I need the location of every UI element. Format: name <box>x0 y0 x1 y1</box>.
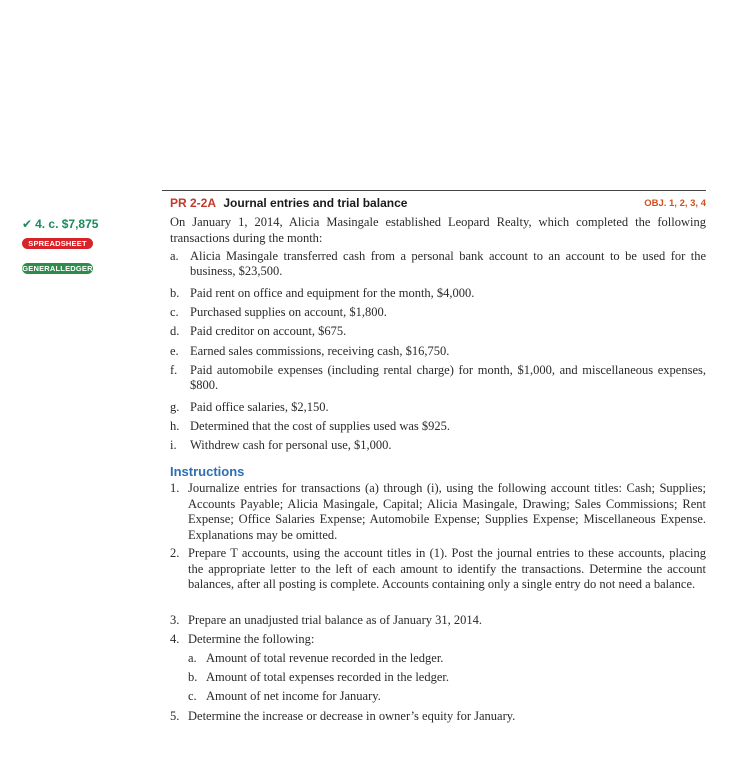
transaction-item: f. Paid automobile expenses (including rental charge) for month, $1,000, and miscellaneous expenses, $800. <box>170 363 706 392</box>
instruction-step: 4. Determine the following: <box>170 632 315 646</box>
problem-header <box>170 196 706 210</box>
instruction-step: 3. Prepare an unadjusted trial balance as of January 31, 2014. <box>170 613 482 627</box>
transaction-item: g. Paid office salaries, $2,150. <box>170 400 329 414</box>
transaction-item: a. Alicia Masingale transferred cash from a personal bank account to an account to be used for the business, $23,500. <box>170 249 706 278</box>
transaction-item: e. Earned sales commissions, receiving cash, $16,750. <box>170 344 450 358</box>
problem-number: PR 2-2A <box>170 196 217 210</box>
instruction-step: 1. Journalize entries for transactions (a) through (i), using the following account titles: Cash; Supplies; Accounts Payable; Alicia Masingale, Capital; Alicia Masingale, Drawing; Sales Commissions; Rent Expense; Office Salaries Expense; Automobile Expense; Supplies Expense; Miscellaneous Expense. Explanations may be omitted. <box>170 481 706 542</box>
general-ledger-badge[interactable]: GENERALLEDGER <box>22 264 93 273</box>
transaction-item: h. Determined that the cost of supplies used was $925. <box>170 419 451 433</box>
instructions-heading: Instructions <box>170 464 245 479</box>
objectives-label: OBJ. 1, 2, 3, 4 <box>644 198 706 209</box>
sub-item: a. Amount of total revenue recorded in the ledger. <box>188 651 444 665</box>
checkmark-icon: ✔ <box>22 217 33 231</box>
top-rule <box>162 190 706 191</box>
sub-item: c. Amount of net income for January. <box>188 689 381 703</box>
sub-item: b. Amount of total expenses recorded in the ledger. <box>188 670 449 684</box>
problem-title: Journal entries and trial balance <box>223 196 408 210</box>
transaction-item: c. Purchased supplies on account, $1,800. <box>170 305 387 319</box>
instruction-step: 5. Determine the increase or decrease in owner’s equity for January. <box>170 709 516 723</box>
check-answer-text: 4. c. $7,875 <box>35 217 99 231</box>
problem-intro: On January 1, 2014, Alicia Masingale established Leopard Realty, which completed the following transactions during the month: <box>170 215 706 245</box>
transaction-item: d. Paid creditor on account, $675. <box>170 324 347 338</box>
transaction-item: i. Withdrew cash for personal use, $1,000. <box>170 438 392 452</box>
spreadsheet-badge[interactable]: SPREADSHEET <box>22 238 93 249</box>
transaction-item: b. Paid rent on office and equipment for the month, $4,000. <box>170 286 475 300</box>
instruction-step: 2. Prepare T accounts, using the account titles in (1). Post the journal entries to these accounts, placing the appropriate letter to the left of each amount to identify the transactions. Determine the account balances, after all posting is complete. Accounts containing only a single entry do not need a balance. <box>170 546 706 591</box>
answer-check <box>22 217 98 231</box>
